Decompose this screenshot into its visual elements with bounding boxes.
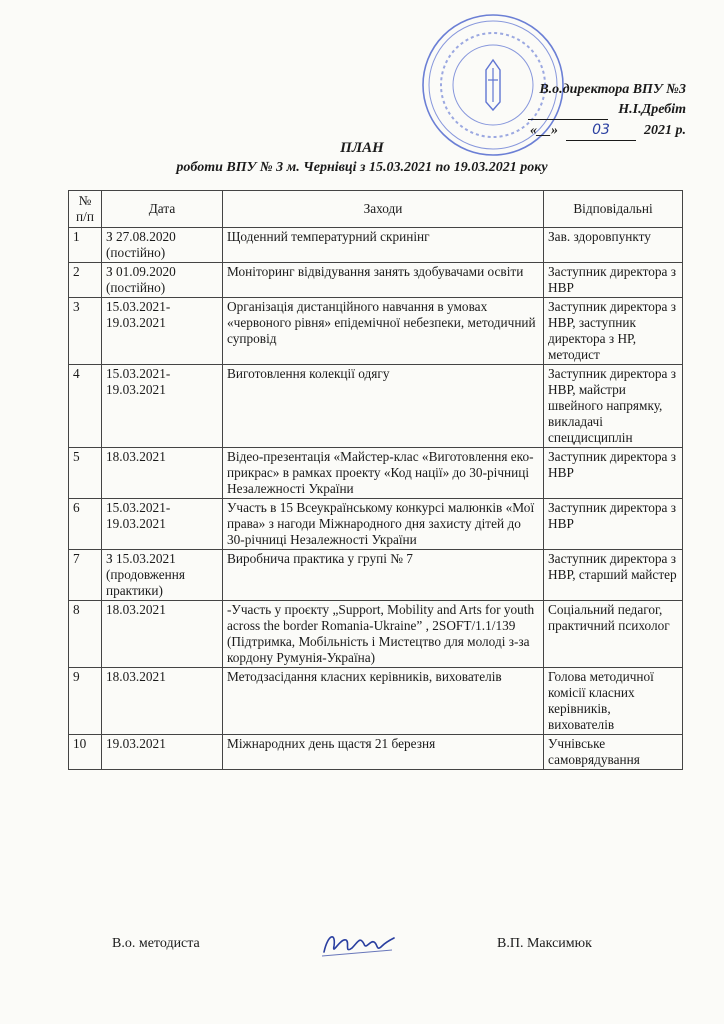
row-responsible: Заступник директора з НВР <box>544 499 683 550</box>
approval-date-day: «__» <box>530 123 558 138</box>
header-responsible: Відповідальні <box>544 191 683 228</box>
approval-block <box>528 80 686 141</box>
table-row <box>69 499 683 550</box>
row-activity: Методзасідання класних керівників, вихователів <box>223 668 544 735</box>
footer-name: В.П. Максимюк <box>497 936 592 951</box>
row-responsible: Заступник директора з НВР, старший майстер <box>544 550 683 601</box>
row-number: 4 <box>69 365 102 448</box>
table-row <box>69 448 683 499</box>
row-number: 3 <box>69 298 102 365</box>
table-row <box>69 365 683 448</box>
table-row <box>69 298 683 365</box>
row-date: 18.03.2021 <box>102 448 223 499</box>
row-date: 15.03.2021-19.03.2021 <box>102 499 223 550</box>
approval-name: Н.І.Дребіт <box>618 102 686 117</box>
row-number: 10 <box>69 735 102 770</box>
row-responsible: Соціальний педагог, практичний психолог <box>544 601 683 668</box>
table-header-row <box>69 191 683 228</box>
table-row <box>69 735 683 770</box>
table-row <box>69 550 683 601</box>
signature-footer <box>0 934 724 958</box>
row-number: 7 <box>69 550 102 601</box>
footer-role: В.о. методиста <box>112 936 200 951</box>
header-number: № п/п <box>69 191 102 228</box>
row-responsible: Заступник директора з НВР, майстри швейного напрямку, викладачі спецдисциплін <box>544 365 683 448</box>
row-activity: -Участь у проєкту „Support, Mobility and Arts for youth across the border Romania-Ukraine” , 2SOFT/1.1/139 (Підтримка, Мобільність і Мистецтво для молоді з-за кордону Румунія-Україна) <box>223 601 544 668</box>
row-date: 19.03.2021 <box>102 735 223 770</box>
row-number: 2 <box>69 263 102 298</box>
header-activity: Заходи <box>223 191 544 228</box>
page-subtitle: роботи ВПУ № 3 м. Чернівці з 15.03.2021 по 19.03.2021 року <box>176 160 548 175</box>
row-date: 15.03.2021-19.03.2021 <box>102 365 223 448</box>
row-activity: Відео-презентація «Майстер-клас «Виготовлення еко-прикрас» в рамках проекту «Код нації» до 30-річниці Незалежності України <box>223 448 544 499</box>
row-number: 9 <box>69 668 102 735</box>
page-title: ПЛАН <box>340 140 384 156</box>
row-date: З 27.08.2020 (постійно) <box>102 228 223 263</box>
row-date: 15.03.2021-19.03.2021 <box>102 298 223 365</box>
row-date: 18.03.2021 <box>102 601 223 668</box>
row-number: 6 <box>69 499 102 550</box>
row-responsible: Заступник директора з НВР, заступник директора з НР, методист <box>544 298 683 365</box>
row-date: З 15.03.2021 (продовження практики) <box>102 550 223 601</box>
row-responsible: Заступник директора з НВР <box>544 263 683 298</box>
approval-date-year: 2021 р. <box>644 123 686 138</box>
row-date: З 01.09.2020 (постійно) <box>102 263 223 298</box>
table-row <box>69 668 683 735</box>
row-activity: Міжнародних день щастя 21 березня <box>223 735 544 770</box>
row-number: 5 <box>69 448 102 499</box>
table-row <box>69 601 683 668</box>
header-date: Дата <box>102 191 223 228</box>
approval-date-month: 03 <box>566 120 636 141</box>
row-number: 1 <box>69 228 102 263</box>
row-activity: Виробнича практика у групі № 7 <box>223 550 544 601</box>
approval-title: В.о.директора ВПУ №3 <box>539 82 686 97</box>
row-number: 8 <box>69 601 102 668</box>
row-date: 18.03.2021 <box>102 668 223 735</box>
handwritten-signature <box>318 926 398 962</box>
row-activity: Участь в 15 Всеукраїнському конкурсі малюнків «Мої права» з нагоди Міжнародного дня захисту дітей до 30-річниці Незалежності України <box>223 499 544 550</box>
row-responsible: Зав. здоровпункту <box>544 228 683 263</box>
row-activity: Щоденний температурний скринінг <box>223 228 544 263</box>
row-activity: Моніторинг відвідування занять здобувачами освіти <box>223 263 544 298</box>
table-row <box>69 263 683 298</box>
row-activity: Організація дистанційного навчання в умовах «червоного рівня» епідемічної небезпеки, методичний супровід <box>223 298 544 365</box>
plan-table <box>68 190 683 770</box>
row-activity: Виготовлення колекції одягу <box>223 365 544 448</box>
row-responsible: Учнівське самоврядування <box>544 735 683 770</box>
row-responsible: Голова методичної комісії класних керівників, вихователів <box>544 668 683 735</box>
table-row <box>69 228 683 263</box>
row-responsible: Заступник директора з НВР <box>544 448 683 499</box>
